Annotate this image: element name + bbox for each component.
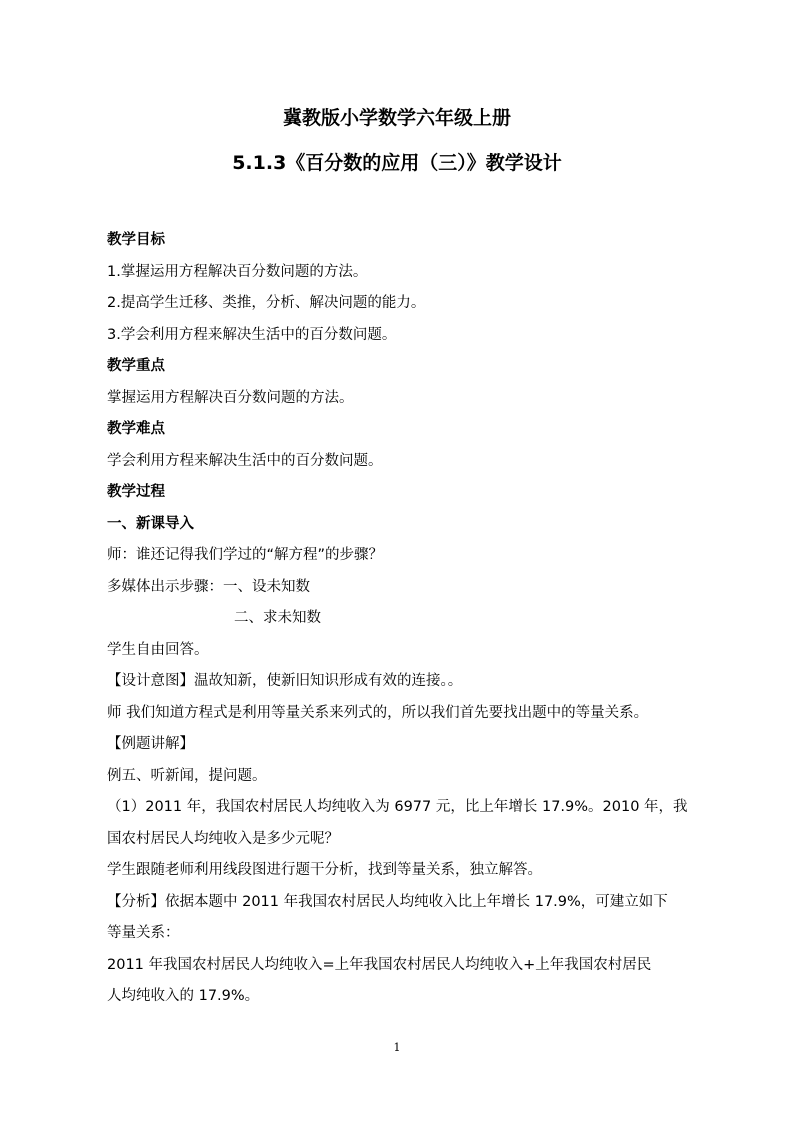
document-title: 冀教版小学数学六年级上册 xyxy=(282,107,511,129)
page-number: 1 xyxy=(393,1041,401,1054)
goals-heading: 教学目标 xyxy=(107,232,165,248)
paragraph: （1）2011 年，我国农村居民人均纯收入为 6977 元，比上年增长 17.9%。2010 年，我 xyxy=(107,799,688,815)
goal-item: 3.学会利用方程来解决生活中的百分数问题。 xyxy=(107,326,397,343)
paragraph: 师 我们知道方程式是利用等量关系来列式的，所以我们首先要找出题中的等量关系。 xyxy=(107,704,649,721)
paragraph: 师：谁还记得我们学过的“解方程”的步骤？ xyxy=(107,547,384,563)
key-text: 掌握运用方程解决百分数问题的方法。 xyxy=(107,389,354,406)
key-heading: 教学重点 xyxy=(107,358,165,374)
document-subtitle: 5.1.3《百分数的应用（三）》教学设计 xyxy=(232,152,562,174)
paragraph: 二、求未知数 xyxy=(234,610,321,626)
paragraph: 人均纯收入的 17.9%。 xyxy=(107,988,260,1004)
section-heading: 一、新课导入 xyxy=(107,515,194,532)
paragraph: 国农村居民人均纯收入是多少元呢？ xyxy=(107,830,339,847)
process-heading: 教学过程 xyxy=(107,484,165,500)
paragraph: 【分析】依据本题中 2011 年我国农村居民人均纯收入比上年增长 17.9%，可建立如下 xyxy=(107,893,668,910)
paragraph: 学生跟随老师利用线段图进行题干分析，找到等量关系，独立解答。 xyxy=(107,862,542,878)
goal-item: 2.提高学生迁移、类推，分析、解决问题的能力。 xyxy=(107,295,426,311)
goal-item: 1.掌握运用方程解决百分数问题的方法。 xyxy=(107,263,368,280)
document-body xyxy=(107,225,697,1013)
example-heading: 【例题讲解】 xyxy=(107,736,194,752)
difficulty-heading: 教学难点 xyxy=(107,421,165,437)
paragraph: 等量关系： xyxy=(107,925,180,941)
difficulty-text: 学会利用方程来解决生活中的百分数问题。 xyxy=(107,452,383,469)
paragraph: 多媒体出示步骤：一、设未知数 xyxy=(107,578,310,595)
paragraph: 学生自由回答。 xyxy=(107,641,209,658)
paragraph: 例五、听新闻，提问题。 xyxy=(107,767,267,784)
paragraph: 【设计意图】温故知新，使新旧知识形成有效的连接。。 xyxy=(107,673,463,689)
paragraph: 2011 年我国农村居民人均纯收入=上年我国农村居民人均纯收入+上年我国农村居民 xyxy=(107,956,652,973)
